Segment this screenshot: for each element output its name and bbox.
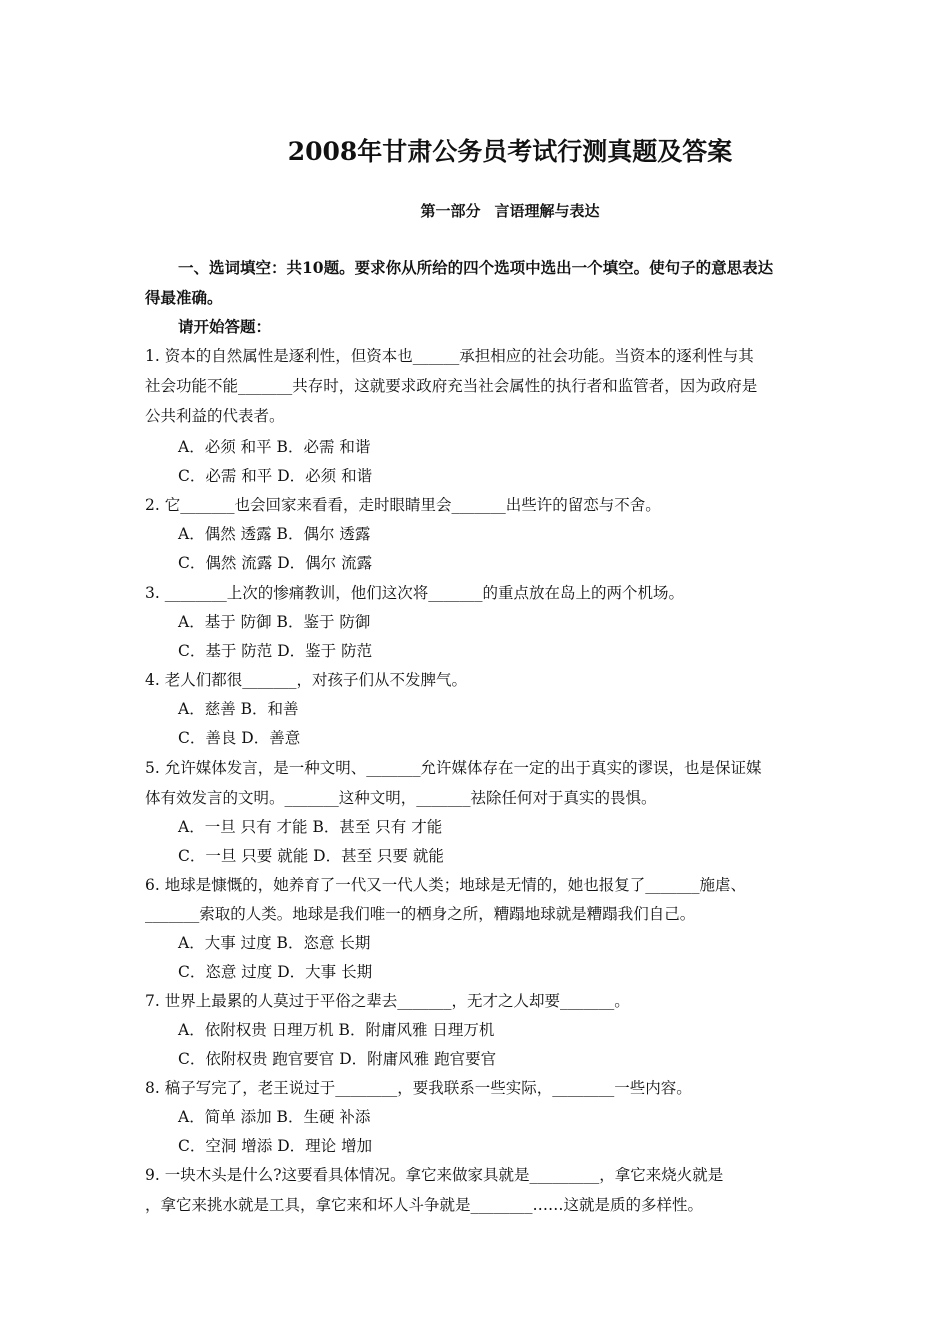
question-1-line-1: 1. 资本的自然属性是逐利性，但资本也______承担相应的社会功能。当资本的逐利性与其 (145, 347, 754, 365)
question-9-line-1: 9. 一块木头是什么?这要看具体情况。拿它来做家具就是_________，拿它来烧火就是 (145, 1166, 724, 1184)
question-6-line-2: _______索取的人类。地球是我们唯一的栖身之所，糟蹋地球就是糟蹋我们自己。 (145, 905, 696, 923)
question-6-options-1: A．大事 过度 B．恣意 长期 (178, 934, 371, 952)
question-5-line-2: 体有效发言的文明。_______这种文明，_______祛除任何对于真实的畏惧。 (145, 789, 657, 807)
question-3-options-2: C．基于 防范 D．鉴于 防范 (178, 642, 373, 660)
question-2-line-1: 2. 它_______也会回家来看看，走时眼睛里会_______出些许的留恋与不舍。 (145, 496, 661, 514)
part-label: 第一部分 (420, 202, 481, 220)
question-7-line-1: 7. 世界上最累的人莫过于平俗之辈去_______，无才之人却要_______。 (145, 992, 630, 1010)
question-8-options-2: C．空洞 增添 D．理论 增加 (178, 1137, 373, 1155)
instruction-line-2: 得最准确。 (145, 288, 223, 307)
question-3-options-1: A．基于 防御 B．鉴于 防御 (178, 613, 371, 631)
question-6-options-2: C．恣意 过度 D．大事 长期 (178, 963, 373, 981)
question-7-options-2: C．依附权贵 跑官要官 D．附庸风雅 跑官要官 (178, 1050, 497, 1068)
question-1-line-3: 公共利益的代表者。 (145, 407, 285, 425)
instruction-line-1: 一、选词填空：共10题。要求你从所给的四个选项中选出一个填空。使句子的意思表达 (178, 258, 774, 277)
question-2-options-1: A．偶然 透露 B．偶尔 透露 (178, 525, 371, 543)
question-1-options-2: C．必需 和平 D．必须 和谐 (178, 467, 373, 485)
question-1-options-1: A．必须 和平 B．必需 和谐 (178, 438, 371, 456)
document-title: 2008年甘肃公务员考试行测真题及答案 (287, 137, 733, 166)
question-5-options-2: C．一旦 只要 就能 D．甚至 只要 就能 (178, 847, 444, 865)
question-8-options-1: A．简单 添加 B．生硬 补添 (178, 1108, 371, 1126)
question-2-options-2: C．偶然 流露 D．偶尔 流露 (178, 554, 373, 572)
instruction-start: 请开始答题： (178, 317, 272, 336)
question-1-line-2: 社会功能不能_______共存时，这就要求政府充当社会属性的执行者和监管者，因为政府是 (145, 377, 758, 395)
question-4-options-2: C．善良 D．善意 (178, 729, 301, 747)
question-5-line-1: 5. 允许媒体发言，是一种文明、_______允许媒体存在一定的出于真实的谬误，也是保证媒 (145, 759, 762, 777)
question-5-options-1: A．一旦 只有 才能 B．甚至 只有 才能 (178, 818, 443, 836)
question-4-line-1: 4. 老人们都很_______，对孩子们从不发脾气。 (145, 671, 467, 689)
question-6-line-1: 6. 地球是慷慨的，她养育了一代又一代人类；地球是无情的，她也报复了_______施虐、 (145, 876, 746, 894)
question-8-line-1: 8. 稿子写完了，老王说过于________，要我联系一些实际，________一些内容。 (145, 1079, 692, 1097)
part-name: 言语理解与表达 (494, 202, 600, 220)
question-4-options-1: A．慈善 B．和善 (178, 700, 299, 718)
part-heading (0, 200, 950, 221)
question-7-options-1: A．依附权贵 日理万机 B．附庸风雅 日理万机 (178, 1021, 495, 1039)
question-9-line-2: ，拿它来挑水就是工具，拿它来和坏人斗争就是________……这就是质的多样性。 (145, 1196, 704, 1214)
question-3-line-1: 3. ________上次的惨痛教训，他们这次将_______的重点放在岛上的两个机场。 (145, 584, 684, 602)
